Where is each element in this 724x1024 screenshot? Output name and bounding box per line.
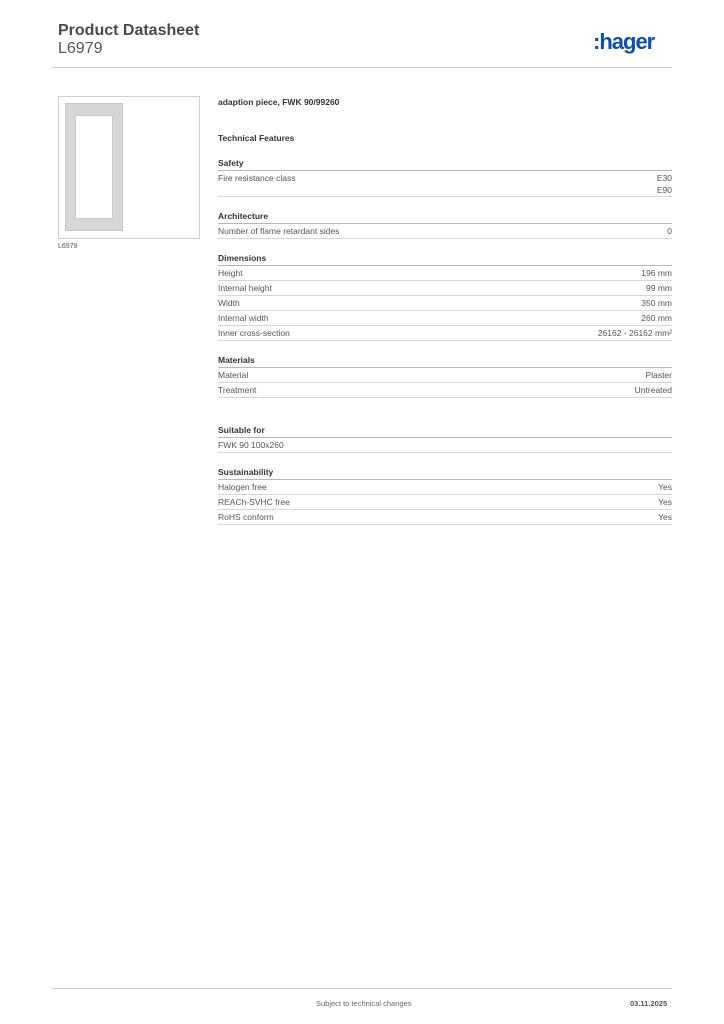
spec-value-line: 0 [667, 226, 672, 236]
section-title: Materials [218, 354, 672, 368]
spec-label: Inner cross-section [218, 328, 290, 338]
spec-row [218, 171, 672, 197]
spec-value-line: Plaster [645, 370, 672, 380]
footer-divider [52, 988, 672, 989]
section-title: Safety [218, 157, 672, 171]
spec-label: Width [218, 298, 240, 308]
product-image [58, 96, 200, 239]
spec-row [218, 224, 672, 239]
hager-logo [593, 29, 673, 55]
spec-value-line: 196 mm [641, 268, 672, 278]
spec-row [218, 281, 672, 296]
spec-label: Internal height [218, 283, 272, 293]
section-materials [218, 354, 672, 398]
frame-opening [75, 115, 113, 219]
section-title: Suitable for [218, 424, 672, 438]
product-code: L6979 [58, 40, 103, 57]
section-title: Architecture [218, 210, 672, 224]
logo-text: :hager [593, 29, 655, 54]
spec-label: FWK 90 100x260 [218, 440, 284, 450]
spec-row [218, 438, 672, 453]
header-divider [52, 67, 672, 68]
spec-value-line: Yes [658, 482, 672, 492]
spec-value-line: 260 mm [641, 313, 672, 323]
spec-value-line: Untreated [634, 385, 672, 395]
spec-label: Halogen free [218, 482, 267, 492]
datasheet-content [218, 96, 672, 525]
section-sustainability [218, 466, 672, 525]
adaption-piece-frame [65, 103, 123, 231]
spec-row [218, 480, 672, 495]
spec-value [641, 312, 672, 325]
spec-value [635, 384, 672, 397]
spec-value-line: E30 [656, 173, 672, 183]
spec-value-line: Yes [658, 512, 672, 522]
spec-label: Number of flame retardant sides [218, 226, 340, 236]
footer-date: 03.11.2025 [630, 999, 668, 1008]
product-name: adaption piece, FWK 90/99260 [218, 97, 340, 107]
spec-value-line: 26162 - 26162 mm² [597, 328, 672, 338]
spec-value-line: Yes [658, 497, 672, 507]
spec-value-line: 99 mm [646, 283, 672, 293]
spec-label: Material [218, 370, 249, 380]
spec-value [598, 327, 672, 340]
spec-value [658, 511, 672, 524]
spec-row [218, 311, 672, 326]
spec-value [667, 225, 672, 238]
footer-note: Subject to technical changes [316, 999, 412, 1008]
spec-row [218, 383, 672, 398]
page-title: Product Datasheet [58, 22, 200, 39]
spec-value [658, 496, 672, 509]
spec-row [218, 495, 672, 510]
spec-value [657, 172, 672, 196]
spec-row [218, 326, 672, 341]
spec-label: REACh-SVHC free [218, 497, 290, 507]
spec-value [641, 267, 672, 280]
spec-value [641, 297, 672, 310]
spec-row [218, 296, 672, 311]
spec-label: Internal width [218, 313, 269, 323]
spec-label: RoHS conform [218, 512, 274, 522]
spec-value-line: 350 mm [641, 298, 672, 308]
spec-row [218, 510, 672, 525]
section-suitable-for [218, 424, 672, 453]
spec-value [658, 481, 672, 494]
spec-label: Fire resistance class [218, 173, 296, 183]
spec-value-line: E90 [656, 185, 672, 195]
spec-value [646, 369, 672, 382]
spec-label: Height [218, 268, 243, 278]
spec-row [218, 266, 672, 281]
spec-label: Treatment [218, 385, 257, 395]
image-caption: L6979 [58, 243, 78, 250]
spec-row [218, 368, 672, 383]
spec-value [646, 282, 672, 295]
section-architecture [218, 210, 672, 239]
header [58, 22, 199, 58]
technical-features-heading: Technical Features [218, 133, 295, 143]
section-title: Dimensions [218, 252, 672, 266]
section-title: Sustainability [218, 466, 672, 480]
section-dimensions [218, 252, 672, 341]
section-safety [218, 157, 672, 197]
